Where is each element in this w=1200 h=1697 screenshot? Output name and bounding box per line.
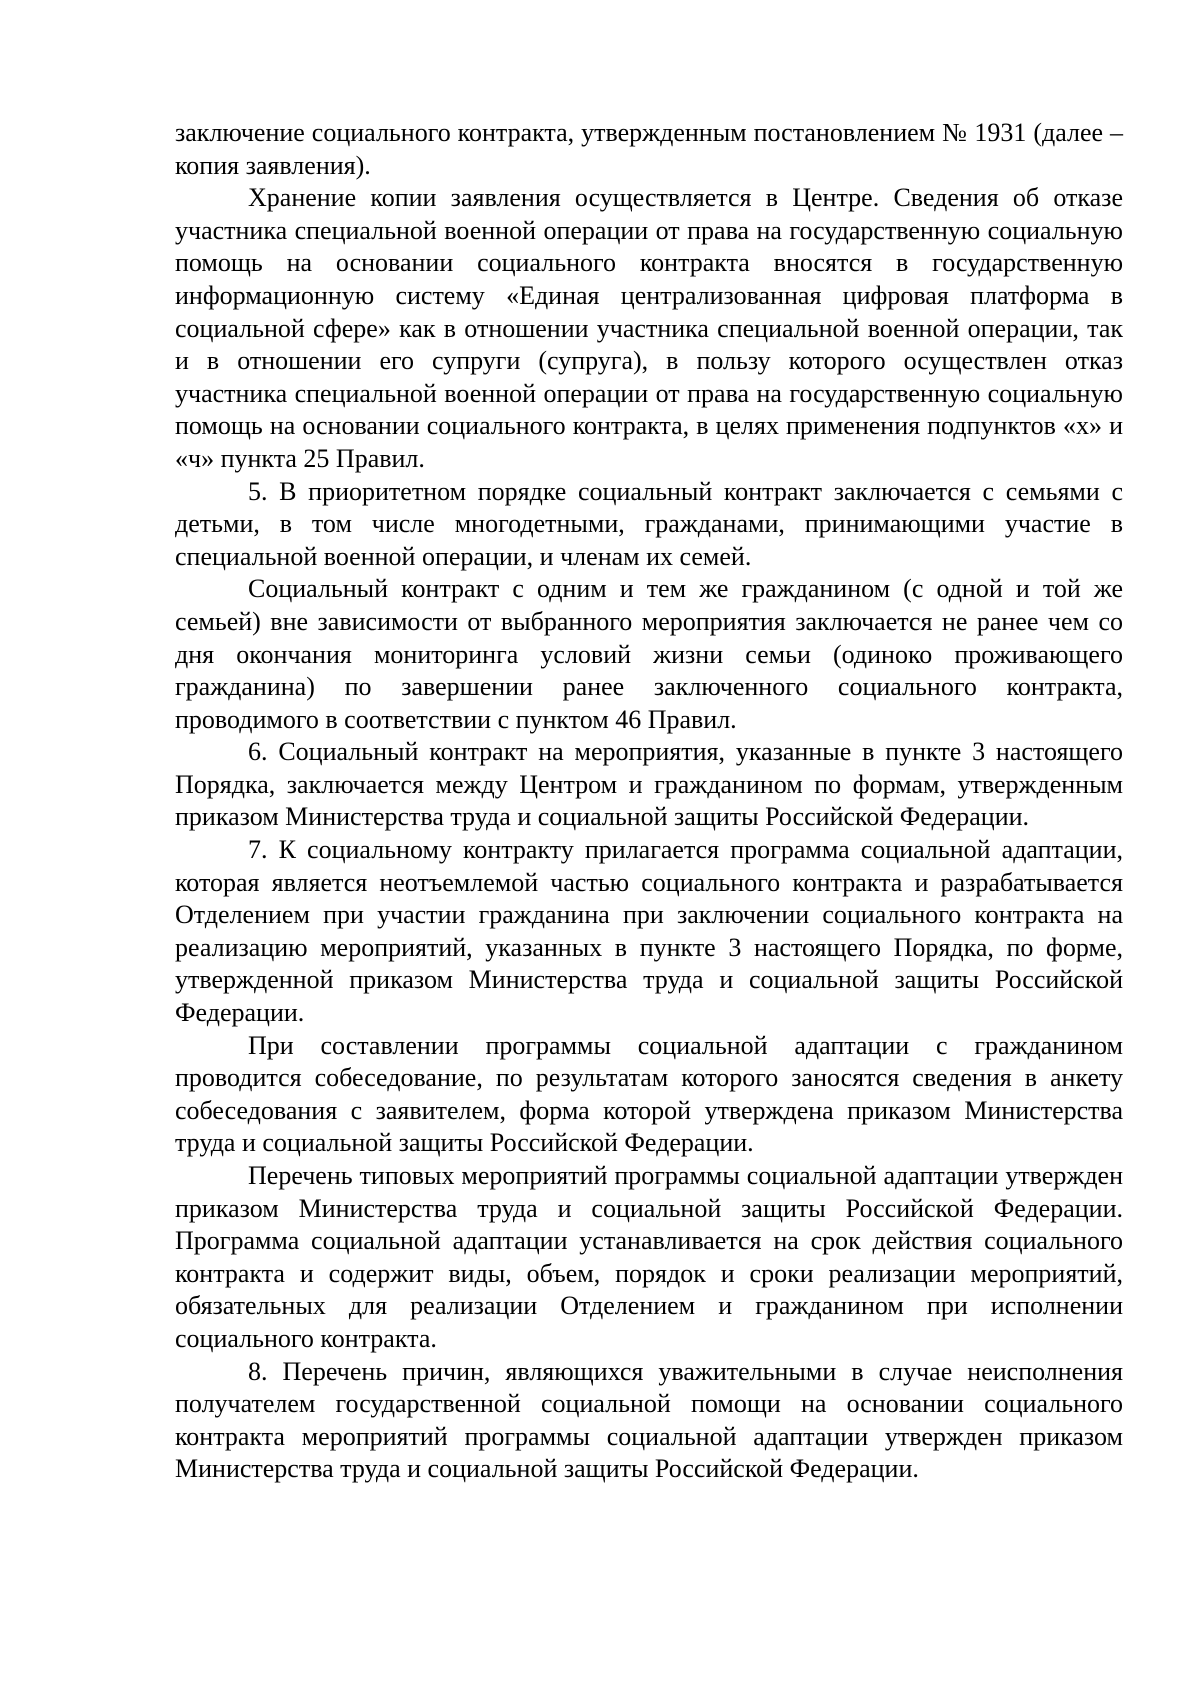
paragraph-continuation: заключение социального контракта, утвержденным постановлением № 1931 (далее – копия заявления). xyxy=(175,118,1123,180)
document-body xyxy=(175,117,1123,1486)
paragraph-storage-of-copy: Хранение копии заявления осуществляется в Центре. Сведения об отказе участника специальной военной операции от права на государственную социальную помощь на основании социального контракта вносятся в государственную информационную систему «Единая централизованная цифровая платформа в социальной сфере» как в отношении участника специальной военной операции, так и в отношении его супруги (супруга), в пользу которого осуществлен отказ участника специальной военной операции от права на государственную социальную помощь на основании социального контракта, в целях применения подпунктов «х» и «ч» пункта 25 Правил. xyxy=(175,183,1123,473)
paragraph-item-5: 5. В приоритетном порядке социальный контракт заключается с семьями с детьми, в том числе многодетными, гражданами, принимающими участие в специальной военной операции, и членам их семей. xyxy=(175,476,1123,571)
paragraph-typical-measures: Перечень типовых мероприятий программы социальной адаптации утвержден приказом Министерства труда и социальной защиты Российской Федерации. Программа социальной адаптации устанавливается на срок действия социального контракта и содержит виды, объем, порядок и сроки реализации мероприятий, обязательных для реализации Отделением и гражданином при исполнении социального контракта. xyxy=(175,1161,1123,1353)
paragraph-item-7: 7. К социальному контракту прилагается программа социальной адаптации, которая является неотъемлемой частью социального контракта и разрабатывается Отделением при участии гражданина при заключении социального контракта на реализацию мероприятий, указанных в пункте 3 настоящего Порядка, по форме, утвержденной приказом Министерства труда и социальной защиты Российской Федерации. xyxy=(175,835,1123,1028)
paragraph-item-6: 6. Социальный контракт на мероприятия, указанные в пункте 3 настоящего Порядка, заключается между Центром и гражданином по формам, утвержденным приказом Министерства труда и социальной защиты Российской Федерации. xyxy=(175,737,1123,832)
paragraph-repeat-contract: Социальный контракт с одним и тем же гражданином (с одной и той же семьей) вне зависимости от выбранного мероприятия заключается не ранее чем со дня окончания мониторинга условий жизни семьи (одиноко проживающего гражданина) по завершении ранее заключенного социального контракта, проводимого в соответствии с пунктом 46 Правил. xyxy=(175,574,1123,734)
paragraph-item-8: 8. Перечень причин, являющихся уважительными в случае неисполнения получателем государственной социальной помощи на основании социального контракта мероприятий программы социальной адаптации утвержден приказом Министерства труда и социальной защиты Российской Федерации. xyxy=(175,1356,1123,1484)
paragraph-interview: При составлении программы социальной адаптации с гражданином проводится собеседование, по результатам которого заносятся сведения в анкету собеседования с заявителем, форма которой утверждена приказом Министерства труда и социальной защиты Российской Федерации. xyxy=(175,1030,1123,1158)
